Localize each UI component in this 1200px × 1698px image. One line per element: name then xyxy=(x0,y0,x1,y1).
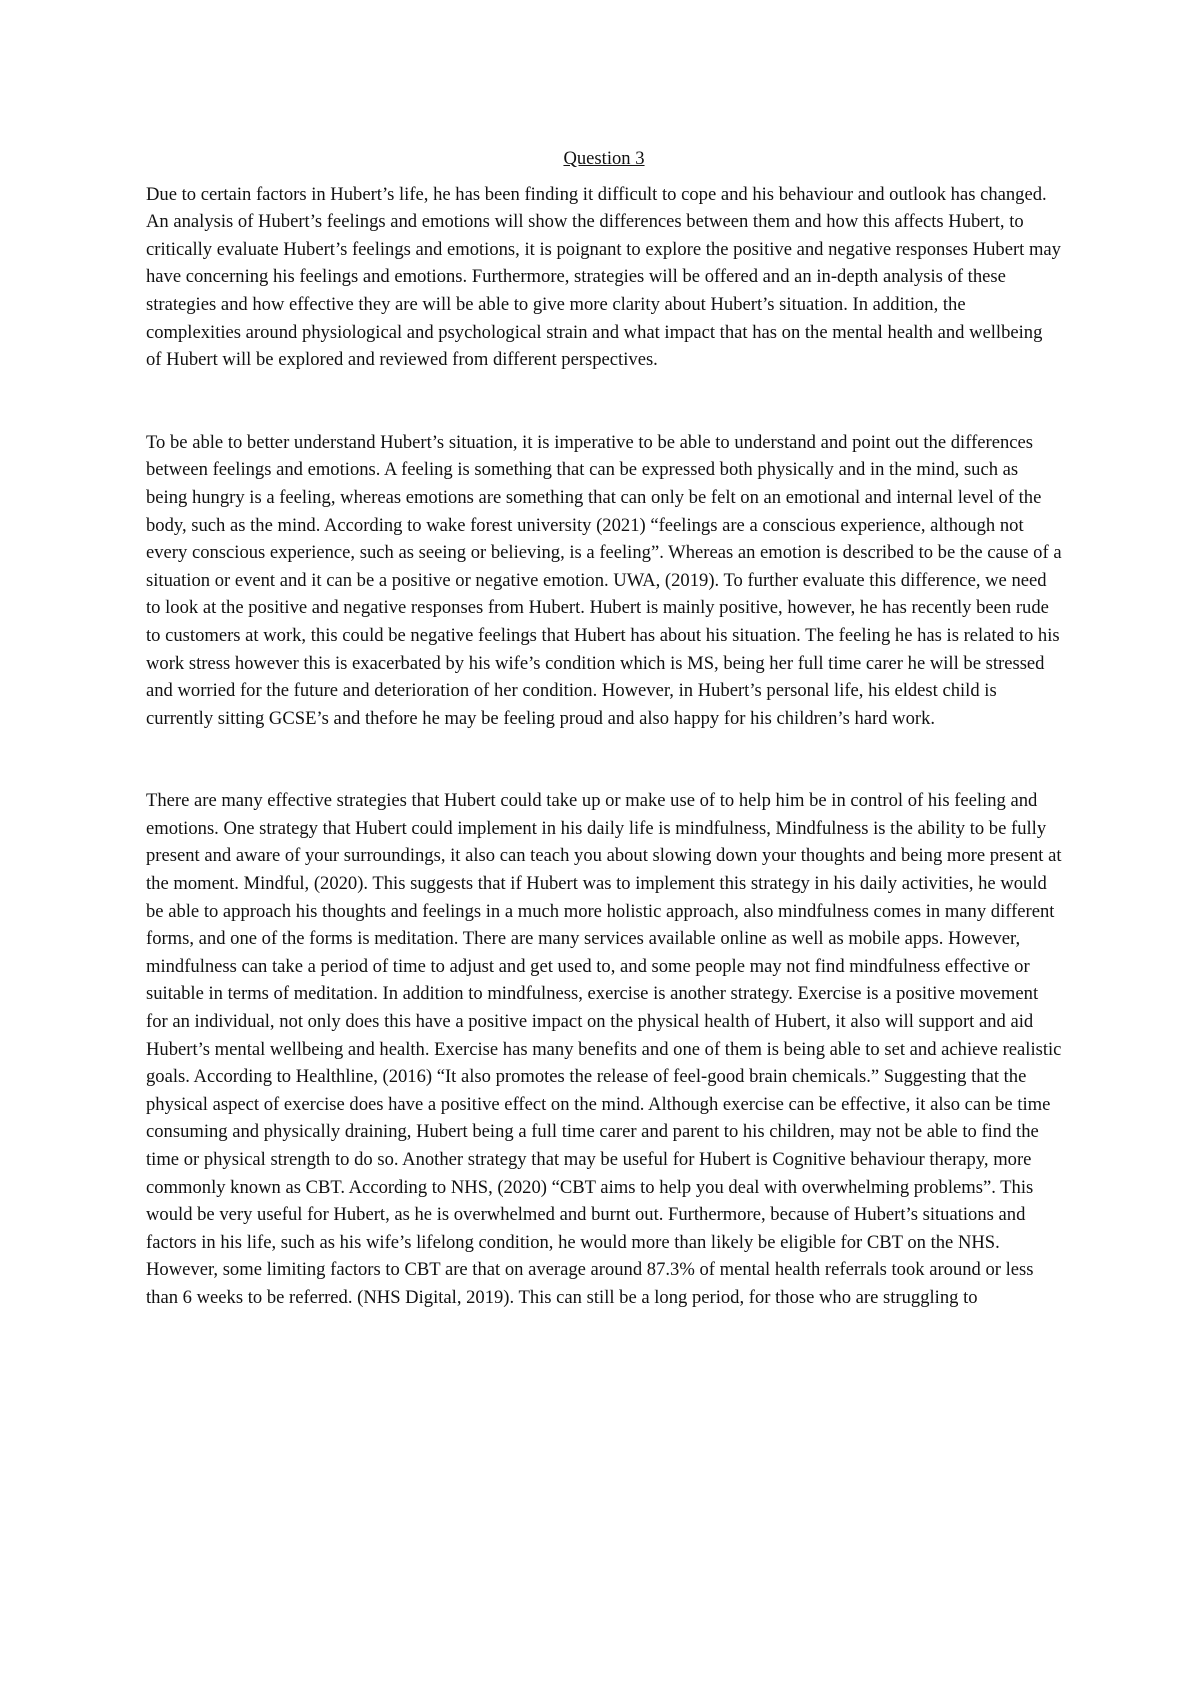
paragraph-introduction: Due to certain factors in Hubert’s life, he has been finding it difficult to cope and his behaviour and outlook has changed. An analysis of Hubert’s feelings and emotions will show the differences between them and how this affects Hubert, to critically evaluate Hubert’s feelings and emotions, it is poignant to explore the positive and negative responses Hubert may have concerning his feelings and emotions. Furthermore, strategies will be offered and an in-depth analysis of these strategies and how effective they are will be able to give more clarity about Hubert’s situation. In addition, the complexities around physiological and psychological strain and what impact that has on the mental health and wellbeing of Hubert will be explored and reviewed from different perspectives. xyxy=(146,183,1061,371)
document-body xyxy=(146,145,1062,1312)
paragraph-strategies: There are many effective strategies that Hubert could take up or make use of to help him be in control of his feeling and emotions. One strategy that Hubert could implement in his daily life is mindfulness, Mindfulness is the ability to be fully present and aware of your surroundings, it also can teach you about slowing down your thoughts and being more present at the moment. Mindful, (2020). This suggests that if Hubert was to implement this strategy in his daily activities, he would be able to approach his thoughts and feelings in a much more holistic approach, also mindfulness comes in many different forms, and one of the forms is meditation. There are many services available online as well as mobile apps. However, mindfulness can take a period of time to adjust and get used to, and some people may not find mindfulness effective or suitable in terms of meditation. In addition to mindfulness, exercise is another strategy. Exercise is a positive movement for an individual, not only does this have a positive impact on the physical health of Hubert, it also will support and aid Hubert’s mental wellbeing and health. Exercise has many benefits and one of them is being able to set and achieve realistic goals. According to Healthline, (2016) “It also promotes the release of feel-good brain chemicals.” Suggesting that the physical aspect of exercise does have a positive effect on the mind. Although exercise can be effective, it also can be time consuming and physically draining, Hubert being a full time carer and parent to his children, may not be able to find the time or physical strength to do so. Another strategy that may be useful for Hubert is Cognitive behaviour therapy, more commonly known as CBT. According to NHS, (2020) “CBT aims to help you deal with overwhelming problems”. This would be very useful for Hubert, as he is overwhelmed and burnt out. Furthermore, because of Hubert’s situations and factors in his life, such as his wife’s lifelong condition, he would more than likely be eligible for CBT on the NHS. However, some limiting factors to CBT are that on average around 87.3% of mental health referrals took around or less than 6 weeks to be referred. (NHS Digital, 2019). This can still be a long period, for those who are struggling to xyxy=(146,790,1062,1308)
paragraph-feelings-emotions: To be able to better understand Hubert’s situation, it is imperative to be able to understand and point out the differences between feelings and emotions. A feeling is something that can be expressed both physically and in the mind, such as being hungry is a feeling, whereas emotions are something that can only be felt on an emotional and internal level of the body, such as the mind. According to wake forest university (2021) “feelings are a conscious experience, although not every conscious experience, such as seeing or believing, is a feeling”. Whereas an emotion is described to be the cause of a situation or event and it can be a positive or negative emotion. UWA, (2019). To further evaluate this difference, we need to look at the positive and negative responses from Hubert. Hubert is mainly positive, however, he has recently been rude to customers at work, this could be negative feelings that Hubert has about his situation. The feeling he has is related to his work stress however this is exacerbated by his wife’s condition which is MS, being her full time carer he will be stressed and worried for the future and deterioration of her condition. However, in Hubert’s personal life, his eldest child is currently sitting GCSE’s and thefore he may be feeling proud and also happy for his children’s hard work. xyxy=(146,431,1062,729)
document-title: Question 3 xyxy=(563,148,645,169)
paragraph-spacer xyxy=(146,374,1062,429)
paragraph-spacer xyxy=(146,732,1062,787)
